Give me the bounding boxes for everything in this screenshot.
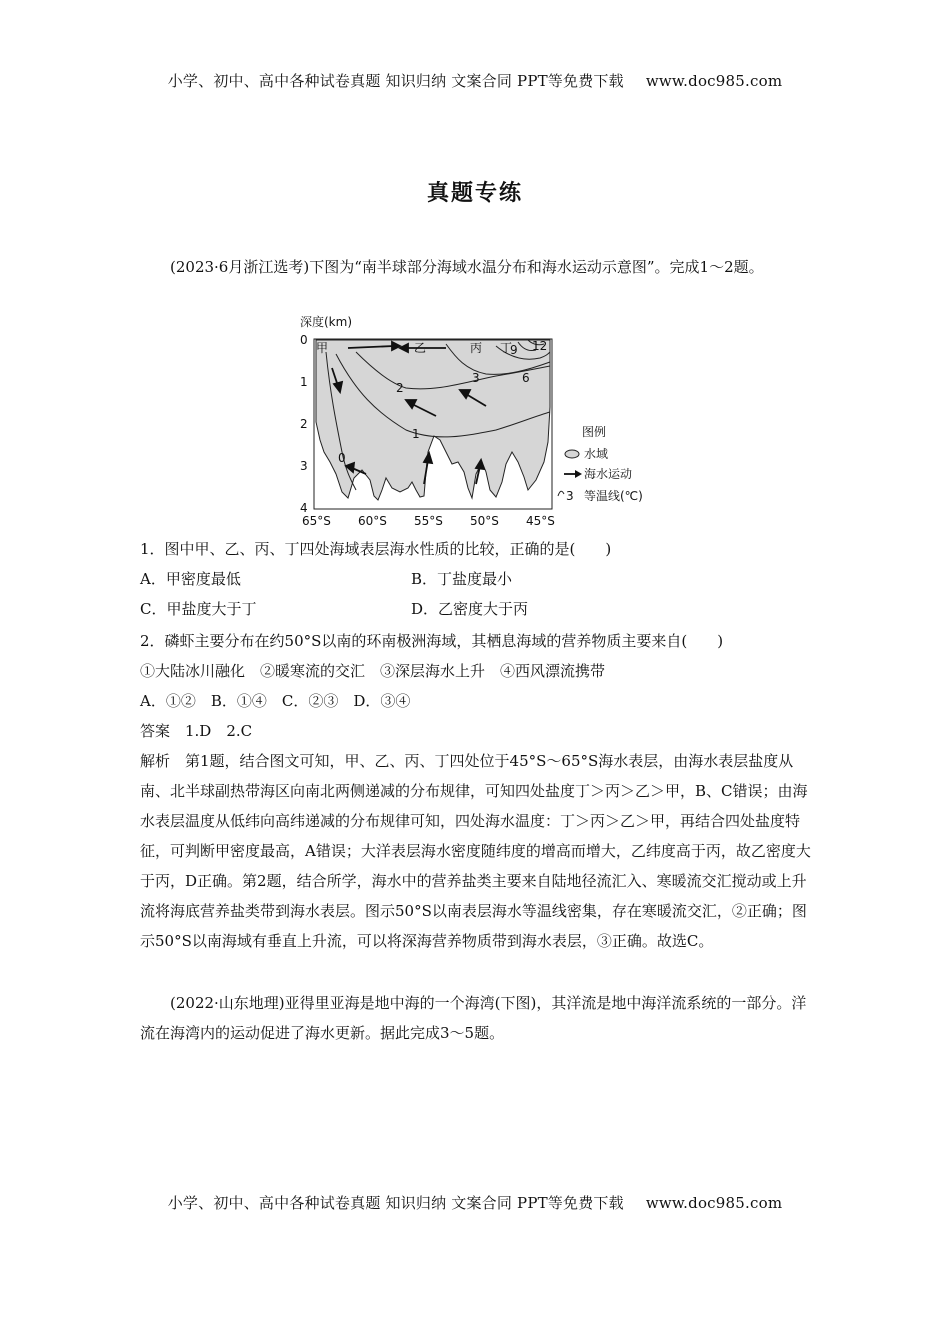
y-tick-0: 0: [300, 333, 308, 347]
q2-items: ①大陆冰川融化 ②暖寒流的交汇 ③深层海水上升 ④西风漂流携带: [140, 662, 606, 680]
legend-water-swatch: [565, 450, 579, 458]
isotherm-label-6: 6: [522, 371, 530, 385]
footer-url[interactable]: www.doc985.com: [645, 1194, 783, 1212]
x-tick-45: 45°S: [526, 514, 555, 528]
legend-water: 水域: [584, 447, 609, 461]
legend-isotherm-sample: 3: [566, 489, 574, 503]
q1-option-b: B．丁盐度最小: [411, 570, 513, 588]
y-tick-3: 3: [300, 459, 308, 473]
legend-motion: 海水运动: [584, 467, 633, 481]
region-label-ding: 丁: [500, 341, 513, 355]
region-label-bing: 丙: [470, 341, 483, 355]
x-tick-55: 55°S: [414, 514, 443, 528]
q1-option-a: A．甲密度最低: [140, 570, 241, 588]
intro-paragraph-2: (2022·山东地理)亚得里亚海是地中海的一个海湾(下图)，其洋流是地中海洋流系统的一部分。洋流在海湾内的运动促进了海水更新。据此完成3～5题。: [140, 994, 807, 1042]
page-title: 真题专练: [426, 181, 523, 206]
x-tick-65: 65°S: [302, 514, 331, 528]
x-tick-60: 60°S: [358, 514, 387, 528]
y-tick-1: 1: [300, 375, 308, 389]
y-tick-4: 4: [300, 501, 308, 515]
page-header: [0, 70, 950, 91]
q2-options: A．①② B．①④ C．②③ D．③④: [140, 692, 411, 710]
isotherm-label-2: 2: [396, 381, 404, 395]
q1-option-c: C．甲盐度大于丁: [140, 600, 257, 618]
q1-option-d: D．乙密度大于丙: [411, 600, 529, 618]
legend-isotherm-icon: [558, 491, 564, 496]
legend-title: 图例: [582, 425, 607, 439]
region-label-yi: 乙: [414, 341, 427, 355]
ocean-temperature-figure: [296, 312, 666, 530]
y-axis-title: 深度(km): [300, 315, 353, 329]
figure-svg: [296, 312, 666, 530]
page-footer: [0, 1192, 950, 1213]
answer-line: 答案 1.D 2.C: [140, 722, 253, 740]
analysis-paragraph: 解析 第1题，结合图文可知，甲、乙、丙、丁四处位于45°S～65°S海水表层，由海水表层盐度从南、北半球副热带海区向南北两侧递减的分布规律，可知四处盐度丁＞丙＞乙＞甲，B、C错误；由海水表层温度从低纬向高纬递减的分布规律可知，四处海水温度：丁＞丙＞乙＞甲，再结合四处盐度特征，可判断甲密度最高，A错误；大洋表层海水密度随纬度的增高而增大，乙纬度高于丙，故乙密度大于丙，D正确。第2题，结合所学，海水中的营养盐类主要来自陆地径流汇入、寒暖流交汇搅动或上升流将海底营养盐类带到海水表层。图示50°S以南表层海水等温线密集，存在寒暖流交汇，②正确；图示50°S以南海域有垂直上升流，可以将深海营养物质带到海水表层，③正确。故选C。: [140, 752, 811, 950]
q1-stem: 1．图中甲、乙、丙、丁四处海域表层海水性质的比较，正确的是( ): [140, 540, 612, 558]
legend-isotherm: 等温线(℃): [584, 489, 643, 503]
isotherm-label-9: 9: [510, 343, 518, 357]
y-tick-2: 2: [300, 417, 308, 431]
isotherm-label-0: 0: [338, 451, 346, 465]
x-tick-50: 50°S: [470, 514, 499, 528]
footer-text: 小学、初中、高中各种试卷真题 知识归纳 文案合同 PPT等免费下载: [167, 1194, 624, 1212]
header-url[interactable]: www.doc985.com: [645, 72, 783, 90]
legend-arrow-head: [575, 470, 582, 478]
isotherm-label-1: 1: [412, 427, 420, 441]
isotherm-label-3: 3: [472, 371, 480, 385]
region-label-jia: 甲: [316, 341, 329, 355]
intro-paragraph-1: (2023·6月浙江选考)下图为“南半球部分海域水温分布和海水运动示意图”。完成1～2题。: [170, 258, 764, 276]
header-text: 小学、初中、高中各种试卷真题 知识归纳 文案合同 PPT等免费下载: [167, 72, 624, 90]
q2-stem: 2．磷虾主要分布在约50°S以南的环南极洲海域，其栖息海域的营养物质主要来自( ): [140, 632, 724, 650]
isotherm-label-12: 12: [532, 339, 548, 353]
